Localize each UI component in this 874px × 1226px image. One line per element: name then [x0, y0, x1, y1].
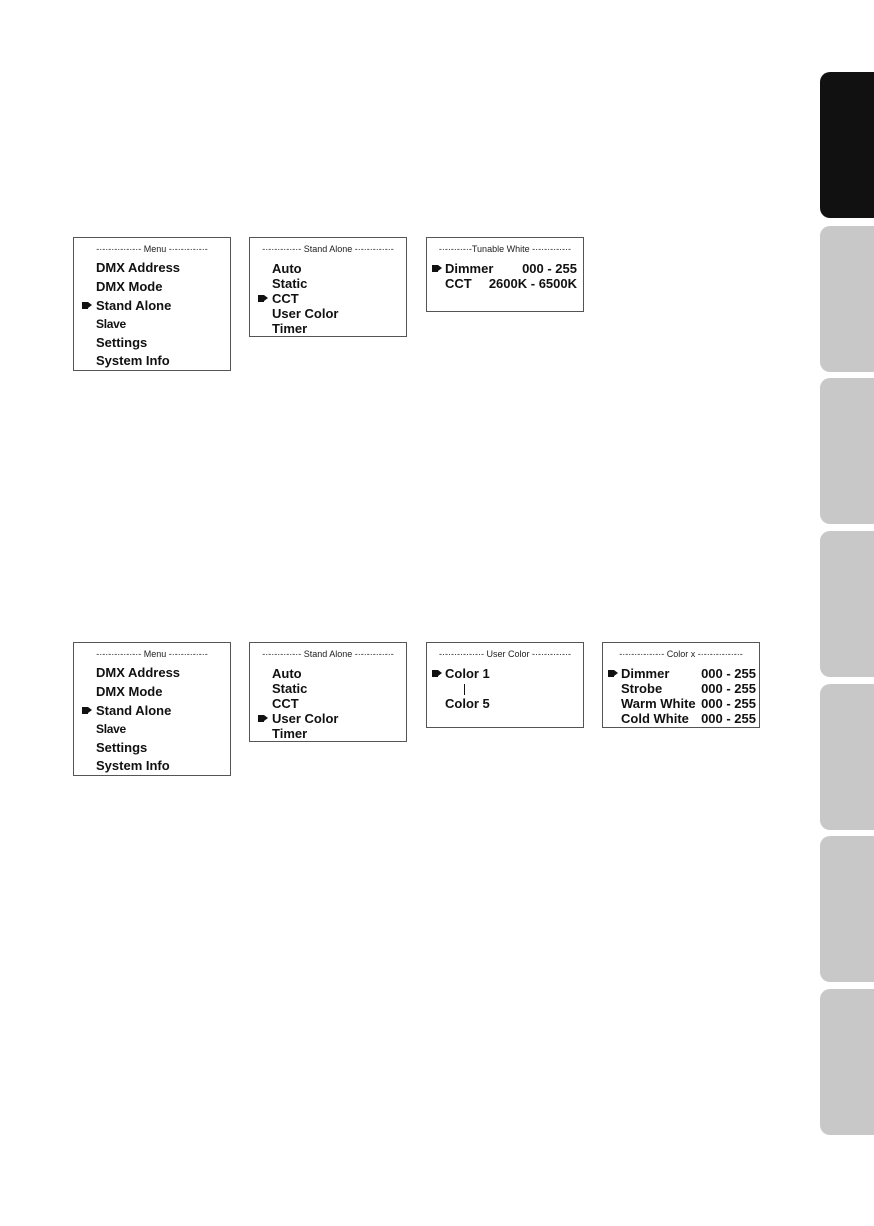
stand-alone-item-static[interactable]: Static [272, 276, 308, 291]
stand-alone-screen-2 [249, 642, 407, 742]
stand-alone-item-auto[interactable]: Auto [272, 261, 302, 276]
side-tab-5[interactable] [820, 684, 874, 830]
tunable-row-cct[interactable]: CCT 2600K - 6500K [445, 276, 577, 291]
side-tab-4[interactable] [820, 531, 874, 677]
side-tab-7[interactable] [820, 989, 874, 1135]
user-color-item-color-1-selected[interactable]: Color 1 [445, 666, 490, 681]
side-tab-6[interactable] [820, 836, 874, 982]
stand-alone-item-auto[interactable]: Auto [272, 666, 302, 681]
tunable-white-screen [426, 237, 584, 312]
color-x-row-dimmer-selected[interactable]: Dimmer 000 - 255 [621, 666, 756, 681]
menu-screen-1 [73, 237, 231, 371]
user-color-item-color-5[interactable]: Color 5 [445, 696, 490, 711]
screen-title: -·-·-·-·-·-·-·- Menu -·-·-·-·-·-·- [96, 649, 208, 659]
menu-item-system-info[interactable]: System Info [96, 758, 170, 773]
menu-item-dmx-mode[interactable]: DMX Mode [96, 684, 163, 699]
menu-item-slave[interactable]: Slave [96, 722, 126, 736]
menu-item-dmx-mode[interactable]: DMX Mode [96, 279, 163, 294]
menu-item-settings[interactable]: Settings [96, 740, 148, 755]
menu-item-stand-alone-selected[interactable]: Stand Alone [96, 703, 172, 718]
screen-title: -·-·-·-·-·-·-·- Color x -·-·-·-·-·-·-·- [619, 649, 743, 659]
color-x-row-warm-white[interactable]: Warm White 000 - 255 [621, 696, 756, 711]
screen-title: -·-·-·-·-·-·- Stand Alone -·-·-·-·-·-·- [262, 649, 394, 659]
color-x-row-cold-white[interactable]: Cold White 000 - 255 [621, 711, 756, 726]
screen-title: -·-·-·-·-·-Tunable White -·-·-·-·-·-·- [438, 244, 572, 254]
side-tab-1-active[interactable] [820, 72, 874, 218]
stand-alone-item-user-color-selected[interactable]: User Color [272, 711, 339, 726]
stand-alone-item-cct-selected[interactable]: CCT [272, 291, 299, 306]
menu-item-dmx-address[interactable]: DMX Address [96, 260, 181, 275]
side-tab-3[interactable] [820, 378, 874, 524]
screen-title: -·-·-·-·-·-·-·- Menu -·-·-·-·-·-·- [96, 244, 208, 254]
screen-title: -·-·-·-·-·-·-·- User Color -·-·-·-·-·-·- [439, 649, 571, 659]
stand-alone-item-static[interactable]: Static [272, 681, 308, 696]
color-x-screen [602, 642, 760, 728]
menu-item-dmx-address[interactable]: DMX Address [96, 665, 181, 680]
color-x-row-strobe[interactable]: Strobe 000 - 255 [621, 681, 756, 696]
menu-item-system-info[interactable]: System Info [96, 353, 170, 368]
menu-screen-2 [73, 642, 231, 776]
stand-alone-screen-1 [249, 237, 407, 337]
tunable-row-dimmer-selected[interactable]: Dimmer 000 - 255 [445, 261, 577, 276]
stand-alone-item-timer[interactable]: Timer [272, 321, 308, 336]
menu-item-settings[interactable]: Settings [96, 335, 148, 350]
menu-item-slave[interactable]: Slave [96, 317, 126, 331]
menu-item-stand-alone-selected[interactable]: Stand Alone [96, 298, 172, 313]
stand-alone-item-timer[interactable]: Timer [272, 726, 308, 741]
side-tab-2[interactable] [820, 226, 874, 372]
user-color-screen [426, 642, 584, 728]
stand-alone-item-user-color[interactable]: User Color [272, 306, 339, 321]
stand-alone-item-cct[interactable]: CCT [272, 696, 299, 711]
range-separator-bar [464, 684, 465, 695]
screen-title: -·-·-·-·-·-·- Stand Alone -·-·-·-·-·-·- [262, 244, 394, 254]
